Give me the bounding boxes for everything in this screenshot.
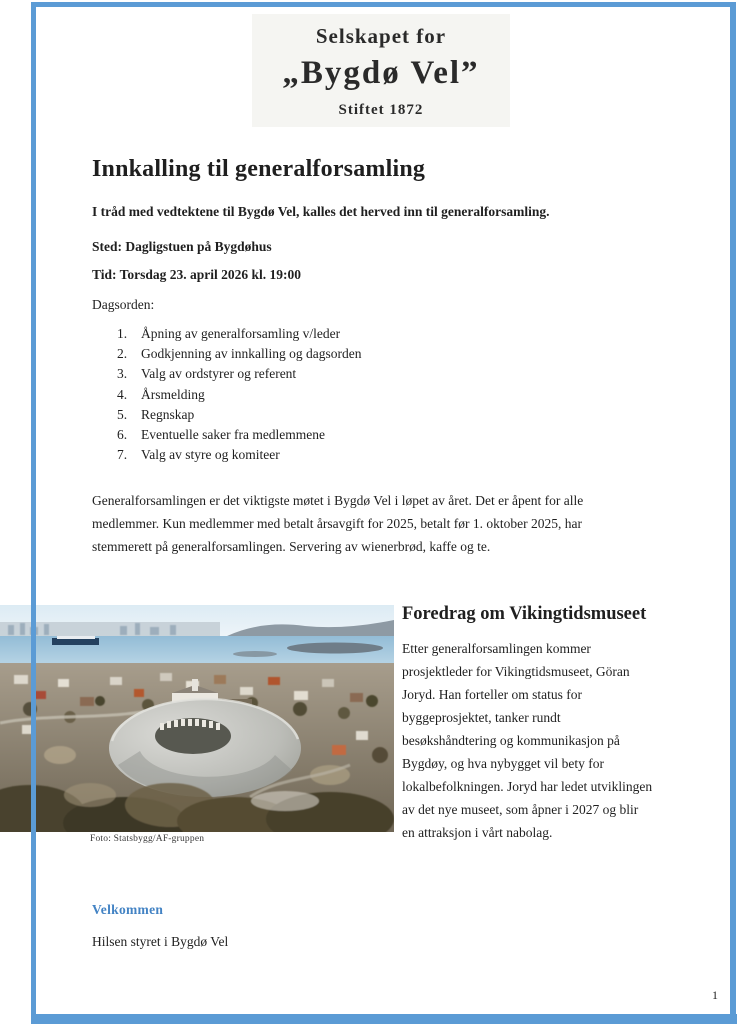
talk-line: Etter generalforsamlingen kommer [402, 641, 591, 656]
agenda-item-label: Regnskap [141, 406, 195, 422]
agenda-item-number: 2. [117, 346, 128, 362]
signature-text: Hilsen styret i Bygdø Vel [92, 934, 229, 949]
page-title: Innkalling til generalforsamling [92, 156, 426, 182]
page-border-bottom [31, 1014, 737, 1024]
intro-line: I tråd med vedtektene til Bygdø Vel, kalles det herved inn til generalforsamling. [92, 204, 550, 219]
page-border-left [31, 2, 36, 1016]
agenda-item [117, 385, 361, 405]
aerial-photo-vikingtidsmuseet [0, 605, 394, 832]
talk-line: lokalbefolkningen. Joryd har ledet utviklingen [402, 779, 653, 794]
photo-credit: Foto: Statsbygg/AF-gruppen [90, 834, 205, 844]
logo-line-1: Selskapet for [315, 24, 447, 48]
agenda-item-label: Godkjenning av innkalling og dagsorden [141, 346, 362, 362]
agenda-item-label: Valg av ordstyrer og referent [141, 366, 297, 382]
page-border-top [31, 2, 736, 7]
agenda-item [117, 364, 361, 384]
talk-line: Joryd. Han forteller om status for [402, 687, 582, 702]
talk-line: besøkshåndtering og kommunikasjon på [402, 733, 620, 748]
talk-line: byggeprosjektet, tanker rundt [402, 710, 561, 725]
agenda-item-number: 5. [117, 406, 128, 422]
talk-line: Bygdøy, og hva nybygget vil bety for [402, 756, 604, 771]
talk-line: prosjektleder for Vikingtidsmuseet, Göran [402, 664, 630, 679]
agenda-label: Dagsorden: [92, 297, 155, 312]
place-line: Sted: Dagligstuen på Bygdøhus [92, 239, 272, 254]
agenda-item-number: 7. [117, 447, 128, 463]
agenda-item-number: 6. [117, 426, 128, 442]
agenda-item [117, 405, 361, 425]
agenda-item [117, 445, 361, 465]
agenda-item-number: 1. [117, 326, 128, 341]
agenda-item-label: Årsmelding [141, 386, 205, 402]
society-logo [31, 14, 731, 127]
agenda-item-label: Åpning av generalforsamling v/leder [141, 326, 341, 341]
body-line: stemmerett på generalforsamlingen. Servering av wienerbrød, kaffe og te. [92, 539, 491, 554]
page-number: 1 [712, 988, 718, 1002]
body-line: medlemmer. Kun medlemmer med betalt årsavgift for 2025, betalt før 1. oktober 2025, har [92, 516, 582, 531]
talk-paragraph [402, 637, 722, 844]
agenda-item-label: Valg av styre og komiteer [141, 447, 280, 463]
agenda-item [117, 344, 361, 364]
talk-heading: Foredrag om Vikingtidsmuseet [402, 604, 647, 624]
body-paragraph [92, 489, 648, 558]
society-logo-box [252, 14, 509, 127]
talk-line: en attraksjon i vårt nabolag. [402, 825, 553, 840]
agenda-item-label: Eventuelle saker fra medlemmene [141, 426, 326, 442]
time-line: Tid: Torsdag 23. april 2026 kl. 19:00 [92, 267, 302, 282]
agenda-item [117, 425, 361, 445]
agenda-item [117, 324, 361, 344]
talk-line: av det nye museet, som åpner i 2027 og blir [402, 802, 639, 817]
page-border-right [730, 2, 736, 1016]
logo-line-2: „Bygdø Vel” [282, 55, 480, 91]
welcome-text: Velkommen [92, 902, 164, 917]
agenda-item-number: 3. [117, 366, 128, 382]
logo-line-3: Stiftet 1872 [338, 102, 424, 118]
body-line: Generalforsamlingen er det viktigste møtet i Bygdø Vel i løpet av året. Det er åpent for alle [92, 493, 584, 508]
agenda-list [117, 324, 361, 465]
agenda-item-number: 4. [117, 386, 128, 402]
